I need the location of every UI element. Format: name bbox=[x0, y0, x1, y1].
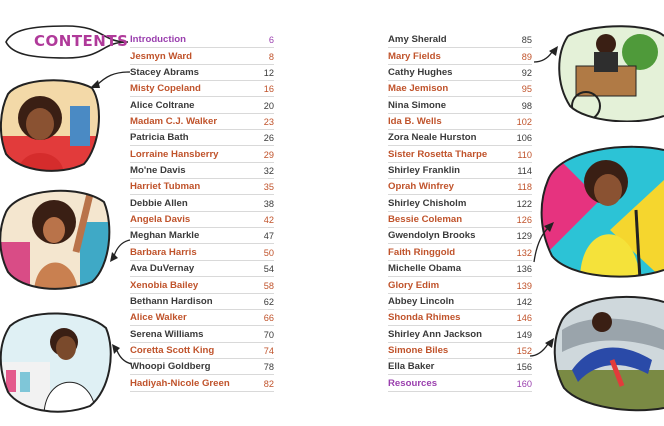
illustration-simone-biles bbox=[552, 290, 664, 412]
toc-entry-name: Cathy Hughes bbox=[388, 67, 453, 79]
toc-entry-page: 70 bbox=[263, 329, 274, 340]
toc-entry[interactable] bbox=[130, 32, 274, 48]
toc-entry[interactable] bbox=[130, 228, 274, 244]
toc-entry-page: 106 bbox=[516, 133, 532, 144]
toc-entry[interactable] bbox=[388, 343, 532, 359]
arrow-icon bbox=[530, 218, 556, 264]
arrow-icon bbox=[532, 44, 562, 66]
toc-entry[interactable] bbox=[130, 359, 274, 375]
toc-entry-name: Bethann Hardison bbox=[130, 295, 213, 307]
toc-entry-name: Harriet Tubman bbox=[130, 181, 201, 193]
toc-entry[interactable] bbox=[388, 81, 532, 97]
toc-entry-name: Jesmyn Ward bbox=[130, 50, 193, 62]
toc-entry[interactable] bbox=[388, 277, 532, 293]
toc-entry-page: 149 bbox=[516, 329, 532, 340]
toc-entry-name: Xenobia Bailey bbox=[130, 279, 199, 291]
toc-entry-name: Gwendolyn Brooks bbox=[388, 230, 476, 242]
toc-entry[interactable] bbox=[130, 375, 274, 391]
toc-entry-page: 152 bbox=[516, 345, 532, 356]
toc-entry-page: 35 bbox=[263, 182, 274, 193]
toc-entry[interactable] bbox=[130, 146, 274, 162]
toc-entry-page: 58 bbox=[263, 280, 274, 291]
toc-entry-name: Abbey Lincoln bbox=[388, 295, 455, 307]
toc-entry[interactable] bbox=[130, 244, 274, 260]
toc-entry-name: Serena Williams bbox=[130, 328, 204, 340]
toc-entry-page: 26 bbox=[263, 133, 274, 144]
toc-entry[interactable] bbox=[130, 195, 274, 211]
toc-entry[interactable] bbox=[130, 326, 274, 342]
toc-entry-name: Introduction bbox=[130, 34, 186, 46]
toc-entry[interactable] bbox=[388, 195, 532, 211]
toc-entry-page: 118 bbox=[517, 182, 532, 193]
toc-entry-name: Ava DuVernay bbox=[130, 263, 195, 275]
toc-entry-page: 95 bbox=[521, 84, 532, 95]
toc-entry-name: Ida B. Wells bbox=[388, 116, 442, 128]
toc-entry-name: Ella Baker bbox=[388, 361, 435, 373]
toc-entry-page: 129 bbox=[516, 231, 532, 242]
toc-entry-page: 66 bbox=[263, 313, 274, 324]
toc-entry-page: 136 bbox=[516, 264, 532, 275]
toc-entry-page: 102 bbox=[516, 117, 532, 128]
toc-entry-name: Shirley Chisholm bbox=[388, 197, 467, 209]
toc-entry-page: 62 bbox=[263, 296, 274, 307]
toc-entry-page: 114 bbox=[517, 166, 532, 177]
toc-entry-page: 42 bbox=[263, 215, 274, 226]
toc-entry[interactable] bbox=[130, 294, 274, 310]
toc-entry[interactable] bbox=[130, 212, 274, 228]
toc-entry-name: Amy Sherald bbox=[388, 34, 447, 46]
toc-entry[interactable] bbox=[130, 65, 274, 81]
toc-entry-name: Hadiyah-Nicole Green bbox=[130, 377, 230, 389]
toc-entry-name: Shirley Franklin bbox=[388, 165, 460, 177]
toc-entry[interactable] bbox=[388, 97, 532, 113]
toc-entry-page: 142 bbox=[516, 296, 532, 307]
toc-entry-name: Faith Ringgold bbox=[388, 246, 456, 258]
illustration-mary-fields bbox=[556, 22, 664, 122]
toc-entry[interactable] bbox=[388, 130, 532, 146]
toc-entry-page: 50 bbox=[263, 247, 274, 258]
toc-entry-page: 32 bbox=[263, 166, 274, 177]
toc-entry[interactable] bbox=[130, 343, 274, 359]
toc-entry[interactable] bbox=[388, 326, 532, 342]
toc-entry[interactable] bbox=[130, 261, 274, 277]
toc-entry-page: 29 bbox=[263, 149, 274, 160]
toc-entry-page: 12 bbox=[263, 68, 274, 79]
toc-entry-page: 47 bbox=[263, 231, 274, 242]
contents-heading: CONTENTS bbox=[34, 32, 129, 50]
toc-entry-name: Resources bbox=[388, 377, 438, 389]
toc-entry[interactable] bbox=[388, 48, 532, 64]
toc-entry[interactable] bbox=[388, 146, 532, 162]
arrow-icon bbox=[100, 340, 134, 370]
toc-entry-name: Zora Neale Hurston bbox=[388, 132, 477, 144]
toc-entry-page: 126 bbox=[516, 215, 532, 226]
toc-entry-name: Simone Biles bbox=[388, 344, 449, 356]
toc-entry[interactable] bbox=[388, 179, 532, 195]
toc-entry-name: Nina Simone bbox=[388, 99, 447, 111]
toc-entry[interactable] bbox=[388, 375, 532, 391]
toc-entry[interactable] bbox=[130, 97, 274, 113]
toc-entry-page: 23 bbox=[263, 117, 274, 128]
toc-entry-page: 132 bbox=[516, 247, 532, 258]
illustration-patricia-bath bbox=[0, 306, 114, 416]
toc-entry[interactable] bbox=[388, 228, 532, 244]
toc-entry[interactable] bbox=[388, 294, 532, 310]
toc-entry[interactable] bbox=[388, 65, 532, 81]
toc-entry-name: Whoopi Goldberg bbox=[130, 361, 211, 373]
illustration-angela-davis bbox=[0, 182, 112, 294]
toc-entry-page: 122 bbox=[516, 198, 532, 209]
toc-entry-page: 139 bbox=[516, 280, 532, 291]
toc-entry-name: Lorraine Hansberry bbox=[130, 148, 219, 160]
toc-entry-page: 92 bbox=[521, 68, 532, 79]
illustration-sister-rosetta-tharpe bbox=[540, 140, 664, 280]
toc-entry[interactable] bbox=[130, 277, 274, 293]
toc-entry-name: Glory Edim bbox=[388, 279, 440, 291]
toc-entry[interactable] bbox=[130, 179, 274, 195]
toc-entry-page: 74 bbox=[263, 345, 274, 356]
toc-entry-name: Mary Fields bbox=[388, 50, 441, 62]
toc-entry-page: 146 bbox=[516, 313, 532, 324]
toc-entry[interactable] bbox=[388, 244, 532, 260]
toc-entry[interactable] bbox=[130, 130, 274, 146]
toc-entry[interactable] bbox=[388, 261, 532, 277]
toc-entry-name: Misty Copeland bbox=[130, 83, 201, 95]
toc-entry[interactable] bbox=[130, 310, 274, 326]
toc-entry-name: Alice Walker bbox=[130, 312, 187, 324]
toc-entry-page: 16 bbox=[263, 84, 274, 95]
toc-entry-name: Stacey Abrams bbox=[130, 67, 199, 79]
toc-entry-page: 38 bbox=[263, 198, 274, 209]
toc-entry-page: 6 bbox=[268, 35, 274, 46]
toc-entry[interactable] bbox=[388, 359, 532, 375]
toc-entry-page: 160 bbox=[516, 378, 532, 389]
toc-entry[interactable] bbox=[388, 310, 532, 326]
toc-entry-page: 85 bbox=[521, 35, 532, 46]
toc-entry-name: Shirley Ann Jackson bbox=[388, 328, 483, 340]
toc-entry-name: Oprah Winfrey bbox=[388, 181, 455, 193]
toc-right-column bbox=[388, 32, 532, 392]
toc-entry-page: 82 bbox=[263, 378, 274, 389]
toc-entry-page: 156 bbox=[516, 362, 532, 373]
toc-entry-name: Debbie Allen bbox=[130, 197, 188, 209]
toc-entry-name: Coretta Scott King bbox=[130, 344, 215, 356]
toc-entry[interactable] bbox=[388, 212, 532, 228]
toc-entry-name: Angela Davis bbox=[130, 214, 191, 226]
toc-entry[interactable] bbox=[130, 114, 274, 130]
toc-entry-page: 20 bbox=[263, 100, 274, 111]
toc-entry-page: 8 bbox=[268, 51, 274, 62]
toc-entry-name: Patricia Bath bbox=[130, 132, 189, 144]
toc-entry[interactable] bbox=[388, 163, 532, 179]
toc-entry[interactable] bbox=[388, 32, 532, 48]
toc-entry-page: 98 bbox=[521, 100, 532, 111]
toc-entry-page: 54 bbox=[263, 264, 274, 275]
toc-entry-name: Barbara Harris bbox=[130, 246, 197, 258]
toc-entry[interactable] bbox=[130, 163, 274, 179]
arrow-icon bbox=[76, 66, 132, 92]
toc-entry-name: Bessie Coleman bbox=[388, 214, 463, 226]
toc-entry-page: 78 bbox=[263, 362, 274, 373]
toc-entry-page: 110 bbox=[517, 149, 532, 160]
toc-entry-page: 89 bbox=[521, 51, 532, 62]
toc-entry-name: Michelle Obama bbox=[388, 263, 462, 275]
toc-entry-name: Mae Jemison bbox=[388, 83, 449, 95]
toc-entry-name: Meghan Markle bbox=[130, 230, 200, 242]
toc-entry-name: Shonda Rhimes bbox=[388, 312, 461, 324]
arrow-icon bbox=[528, 336, 558, 360]
toc-entry-name: Madam C.J. Walker bbox=[130, 116, 218, 128]
arrow-icon bbox=[98, 236, 132, 266]
toc-entry-name: Mo'ne Davis bbox=[130, 165, 186, 177]
toc-entry-name: Alice Coltrane bbox=[130, 99, 195, 111]
toc-entry[interactable] bbox=[388, 114, 532, 130]
toc-entry-name: Sister Rosetta Tharpe bbox=[388, 148, 488, 160]
toc-left-column bbox=[130, 32, 274, 392]
toc-entry[interactable] bbox=[130, 81, 274, 97]
toc-entry[interactable] bbox=[130, 48, 274, 64]
